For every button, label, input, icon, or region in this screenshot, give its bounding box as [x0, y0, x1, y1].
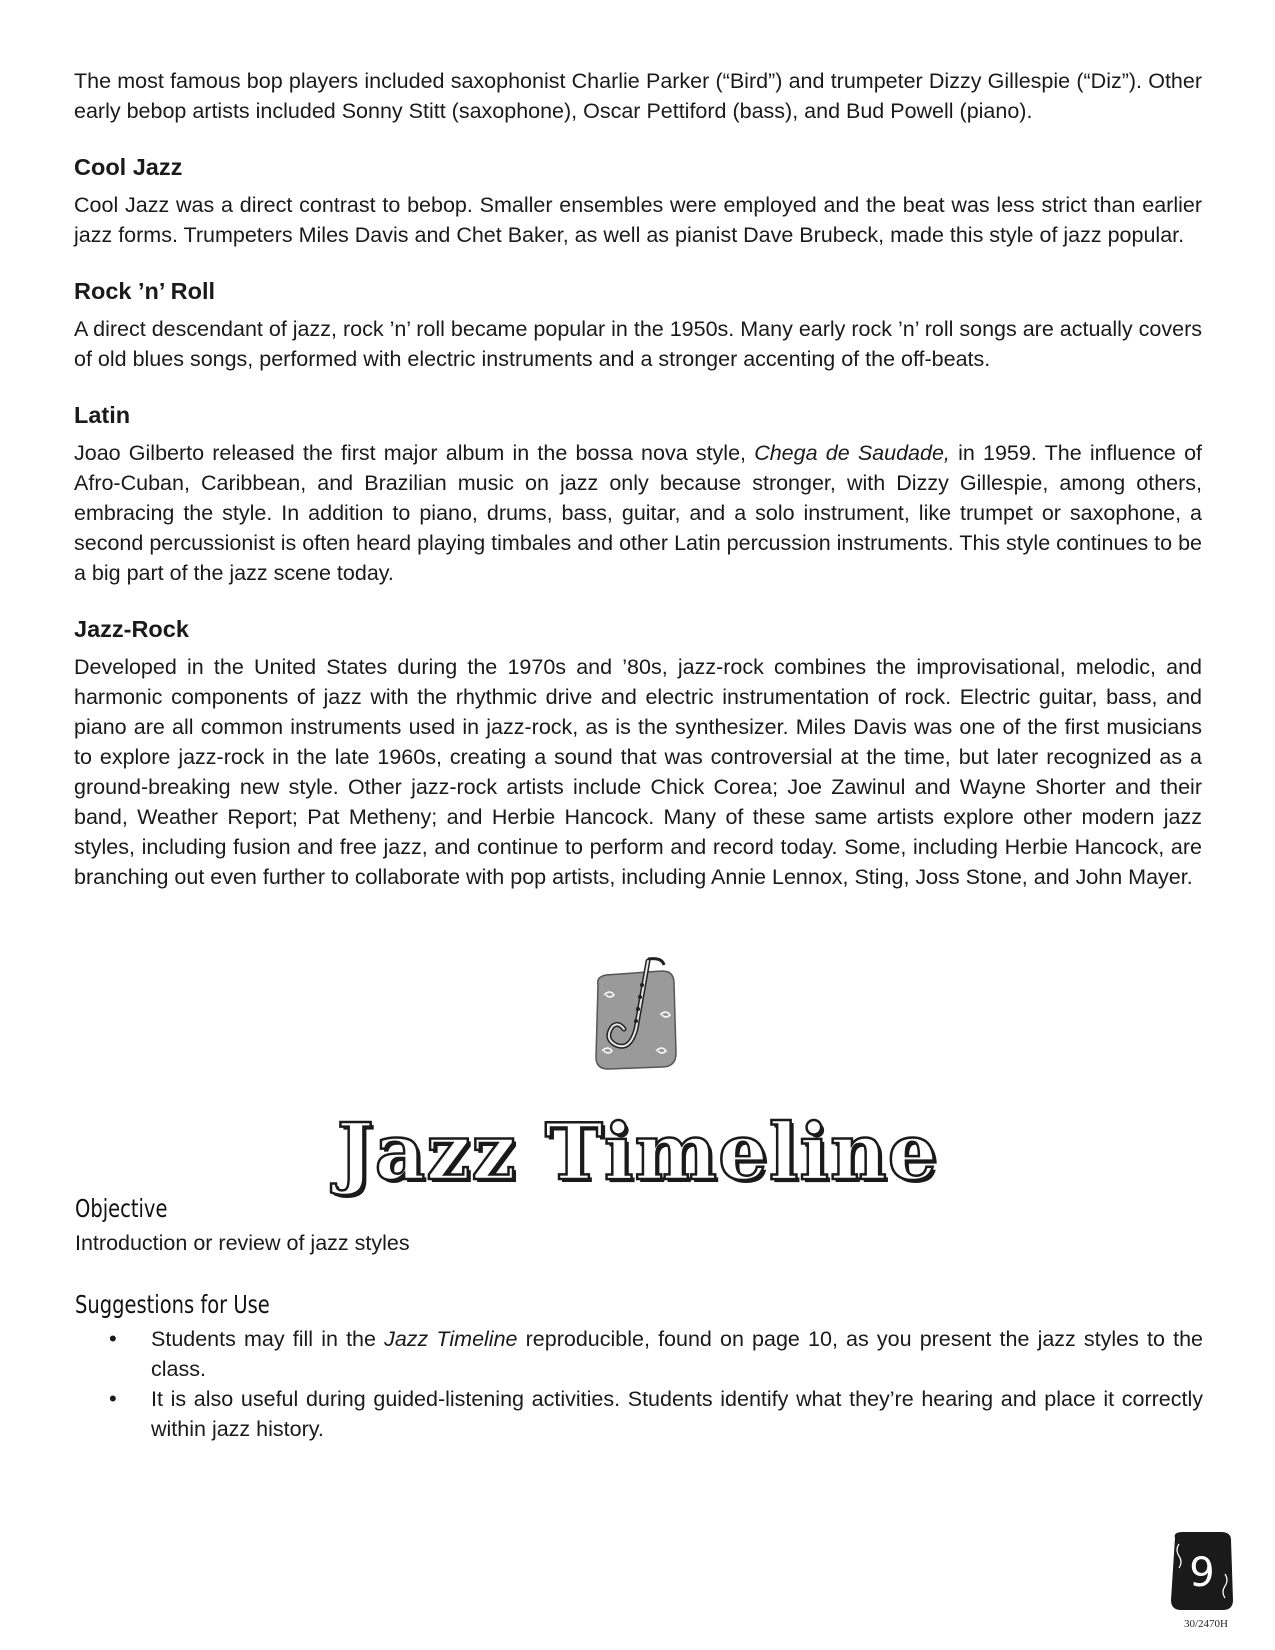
section-body-latin [74, 438, 1202, 588]
suggestion-text-start: Students may fill in the [151, 1327, 385, 1351]
list-item [75, 1384, 1203, 1444]
article-body [74, 66, 1202, 892]
saxophone-icon [590, 955, 680, 1077]
album-title: Chega de Saudade, [754, 441, 950, 465]
bullet: • [109, 1386, 117, 1411]
section-heading-latin: Latin [74, 402, 131, 428]
section-heading-rock-n-roll: Rock ’n’ Roll [74, 278, 216, 304]
section-body-cool-jazz: Cool Jazz was a direct contrast to bebop. Smaller ensembles were employed and the beat was less strict than earlier jazz forms. Trumpeters Miles Davis and Chet Baker, as well as pianist Dave Brubeck, made this style of jazz popular. [74, 193, 1202, 247]
page-number-badge [1169, 1530, 1235, 1612]
latin-text-end: in 1959. The influence of Afro-Cuban, Caribbean, and Brazilian music on jazz only because stronger, with Dizzy Gillespie, among others, embracing the style. In addition to piano, drums, bass, guitar, and a solo instrument, like trumpet or saxophone, a second percussionist is often heard playing timbales and other Latin percussion instruments. This style continues to be a big part of the jazz scene today. [74, 441, 1203, 585]
objective-heading: Objective [75, 1194, 168, 1223]
suggestion-text: It is also useful during guided-listening activities. Students identify what they’re hearing and place it correctly within jazz history. [151, 1387, 1203, 1441]
list-item [75, 1324, 1203, 1384]
timeline-title: Jazz Timeline [336, 1107, 939, 1198]
latin-text-start: Joao Gilberto released the first major album in the bossa nova style, [74, 441, 755, 465]
section-heading-cool-jazz: Cool Jazz [74, 154, 183, 180]
intro-paragraph: The most famous bop players included saxophonist Charlie Parker (“Bird”) and trumpeter Dizzy Gillespie (“Diz”). Other early bebop artists included Sonny Stitt (saxophone), Oscar Pettiford (bass), and Bud Powell (piano). [74, 69, 1202, 123]
page-number: 9 [1189, 1550, 1215, 1596]
suggestions-list [75, 1324, 1203, 1444]
bullet: • [109, 1326, 117, 1351]
reproducible-title: Jazz Timeline [384, 1327, 518, 1351]
section-body-rock-n-roll: A direct descendant of jazz, rock ’n’ roll became popular in the 1950s. Many early rock ’n’ roll songs are actually covers of old blues songs, performed with electric instruments and a stronger accenting of the off-beats. [74, 317, 1202, 371]
product-code: 30/2470H [1184, 1618, 1228, 1630]
objective-body: Introduction or review of jazz styles [75, 1231, 410, 1255]
suggestion-text-end: reproducible, found on page 10, as you present the jazz styles to the class. [151, 1327, 1203, 1381]
section-body-jazz-rock: Developed in the United States during the 1970s and ’80s, jazz-rock combines the improvisational, melodic, and harmonic components of jazz with the rhythmic drive and electric instrumentation of rock. Electric guitar, bass, and piano are all common instruments used in jazz-rock, as is the synthesizer. Miles Davis was one of the first musicians to explore jazz-rock in the late 1960s, creating a sound that was controversial at the time, but later recognized as a ground-breaking new style. Other jazz-rock artists include Chick Corea; Joe Zawinul and Wayne Shorter and their band, Weather Report; Pat Metheny; and Herbie Hancock. Many of these same artists explore other modern jazz styles, including fusion and free jazz, and continue to perform and record today. Some, including Herbie Hancock, are branching out even further to collaborate with pop artists, including Annie Lennox, Sting, Joss Stone, and John Mayer. [74, 655, 1202, 889]
suggestions-heading: Suggestions for Use [75, 1290, 270, 1319]
section-heading-jazz-rock: Jazz-Rock [74, 616, 189, 642]
